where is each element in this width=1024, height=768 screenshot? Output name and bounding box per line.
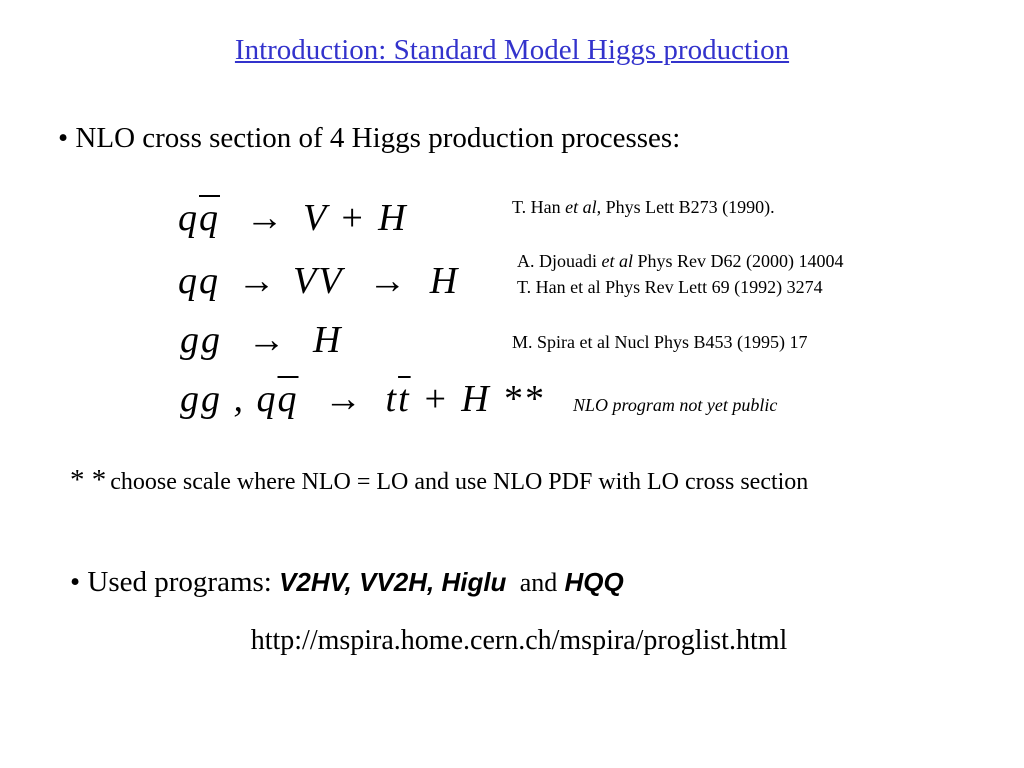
eq-rhs: H: [313, 319, 343, 361]
equation-qqbar-vh: [178, 196, 408, 240]
footnote-text: choose scale where NLO = LO and use NLO PDF with LO cross section: [110, 469, 809, 495]
eq-rhs: V + H: [303, 197, 408, 239]
eq-lhs: qq: [178, 260, 220, 302]
and-text: and: [519, 568, 558, 597]
eq-arrow: →: [237, 260, 278, 302]
nlo-program-note: NLO program not yet public: [573, 395, 778, 415]
eq-rhs: VV: [293, 260, 343, 302]
bullet-used-programs: [70, 566, 624, 599]
bullet-text: Used programs:: [87, 566, 272, 598]
equation-gg-h: [180, 318, 342, 362]
eq-arrow: →: [324, 378, 364, 420]
eq-lhs: $q\overline{q}$: [178, 197, 220, 239]
reference-han-1992: T. Han et al Phys Rev Lett 69 (1992) 3274: [517, 277, 823, 297]
eq-lhs: gg: [180, 319, 222, 361]
ref-italic: et al: [601, 251, 633, 271]
equation-gg-qqbar-tth: [180, 377, 544, 421]
eq-rhs-tail: + H **: [422, 378, 545, 420]
eq-arrow: →: [245, 197, 286, 239]
ref-italic: et al: [565, 197, 597, 217]
eq-arrow: →: [247, 319, 288, 361]
bullet-nlo-cross-section: [58, 122, 680, 155]
bullet-text: NLO cross section of 4 Higgs production processes:: [75, 122, 681, 154]
eq-lhs: gg , $q\overline{q}$: [180, 378, 299, 420]
footnote-marker: * *: [70, 464, 107, 496]
program-hqq: HQQ: [564, 567, 624, 597]
equation-qq-vv-h: [178, 259, 459, 303]
program-names: V2HV, VV2H, Higlu: [279, 567, 507, 597]
slide-title: Introduction: Standard Model Higgs production: [234, 34, 790, 66]
program-list-url: http://mspira.home.cern.ch/mspira/proglist.html: [250, 625, 788, 656]
eq-arrow-2: →: [368, 260, 409, 302]
eq-rhs-2: H: [429, 260, 460, 302]
reference-spira-1995: M. Spira et al Nucl Phys B453 (1995) 17: [512, 332, 808, 352]
bullet-marker: •: [70, 566, 81, 598]
reference-han-1990: T. Han et al, Phys Lett B273 (1990).: [512, 197, 775, 217]
eq-rhs: $t\overline{t}$: [385, 378, 411, 420]
bullet-marker: •: [58, 122, 69, 154]
footnote-scale-choice: [70, 464, 808, 497]
reference-djouadi-2000: A. Djouadi et al Phys Rev D62 (2000) 14004: [517, 251, 844, 271]
